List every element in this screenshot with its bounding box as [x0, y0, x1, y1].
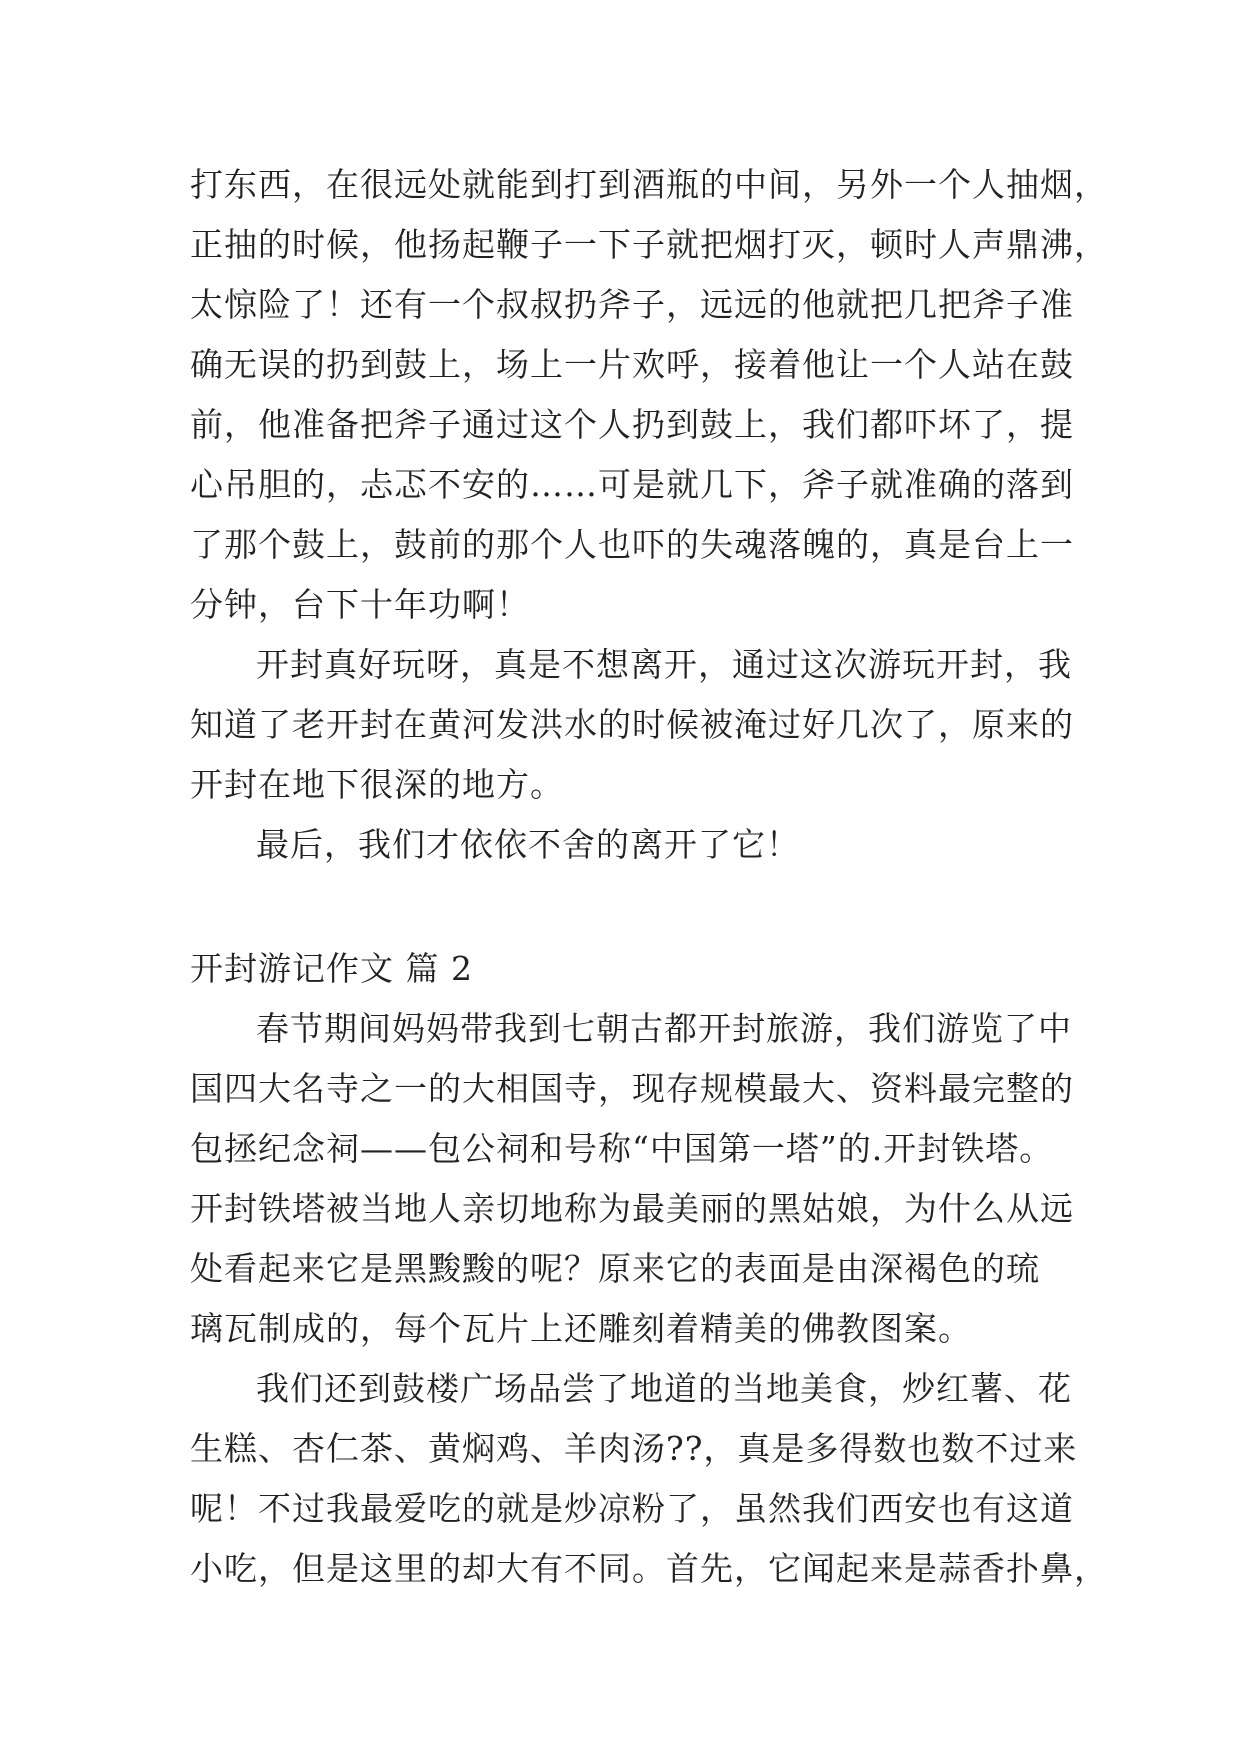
text-line: 生糕、杏仁茶、黄焖鸡、羊肉汤??，真是多得数也数不过来 [190, 1429, 1078, 1468]
text-line: 知道了老开封在黄河发洪水的时候被淹过好几次了，原来的 [190, 705, 1074, 744]
text-line: 国四大名寺之一的大相国寺，现存规模最大、资料最完整的 [190, 1069, 1074, 1108]
paragraph-spring-festival [190, 999, 1074, 1359]
section-title: 开封游记作文 篇 2 [190, 949, 473, 988]
text-line: 我们还到鼓楼广场品尝了地道的当地美食，炒红薯、花 [256, 1369, 1072, 1408]
text-line: 太惊险了！还有一个叔叔扔斧子，远远的他就把几把斧子准 [190, 285, 1074, 324]
text-line: 心吊胆的，忐忑不安的……可是就几下，斧子就准确的落到 [190, 465, 1074, 504]
section-gap [190, 875, 1070, 939]
text-line: 正抽的时候，他扬起鞭子一下子就把烟打灭，顿时人声鼎沸， [190, 225, 1108, 264]
text-line: 确无误的扔到鼓上，场上一片欢呼，接着他让一个人站在鼓 [190, 345, 1074, 384]
paragraph-kaifeng-fun [190, 635, 1074, 815]
text-line: 开封在地下很深的地方。 [190, 765, 564, 804]
text-line: 包拯纪念祠——包公祠和号称“中国第一塔”的.开封铁塔。 [190, 1129, 1054, 1168]
text-line: 春节期间妈妈带我到七朝古都开封旅游，我们游览了中 [256, 1009, 1072, 1048]
document-page [190, 155, 1108, 1599]
text-line: 最后，我们才依依不舍的离开了它！ [256, 825, 800, 864]
text-line: 分钟，台下十年功啊！ [190, 585, 530, 624]
paragraph-acrobatics [190, 155, 1108, 635]
text-line: 前，他准备把斧子通过这个人扔到鼓上，我们都吓坏了，提 [190, 405, 1074, 444]
text-line: 呢！不过我最爱吃的就是炒凉粉了，虽然我们西安也有这道 [190, 1489, 1074, 1528]
paragraph-food [190, 1359, 1108, 1599]
text-line: 开封铁塔被当地人亲切地称为最美丽的黑姑娘，为什么从远 [190, 1189, 1074, 1228]
paragraph-farewell [190, 815, 1070, 875]
text-line: 了那个鼓上，鼓前的那个人也吓的失魂落魄的，真是台上一 [190, 525, 1074, 564]
text-line: 小吃，但是这里的却大有不同。首先，它闻起来是蒜香扑鼻， [190, 1549, 1108, 1588]
text-line: 打东西，在很远处就能到打到酒瓶的中间，另外一个人抽烟， [190, 165, 1108, 204]
text-line: 处看起来它是黑黢黢的呢？原来它的表面是由深褐色的琉 [190, 1249, 1040, 1288]
text-line: 璃瓦制成的，每个瓦片上还雕刻着精美的佛教图案。 [190, 1309, 972, 1348]
text-line: 开封真好玩呀，真是不想离开，通过这次游玩开封，我 [256, 645, 1072, 684]
